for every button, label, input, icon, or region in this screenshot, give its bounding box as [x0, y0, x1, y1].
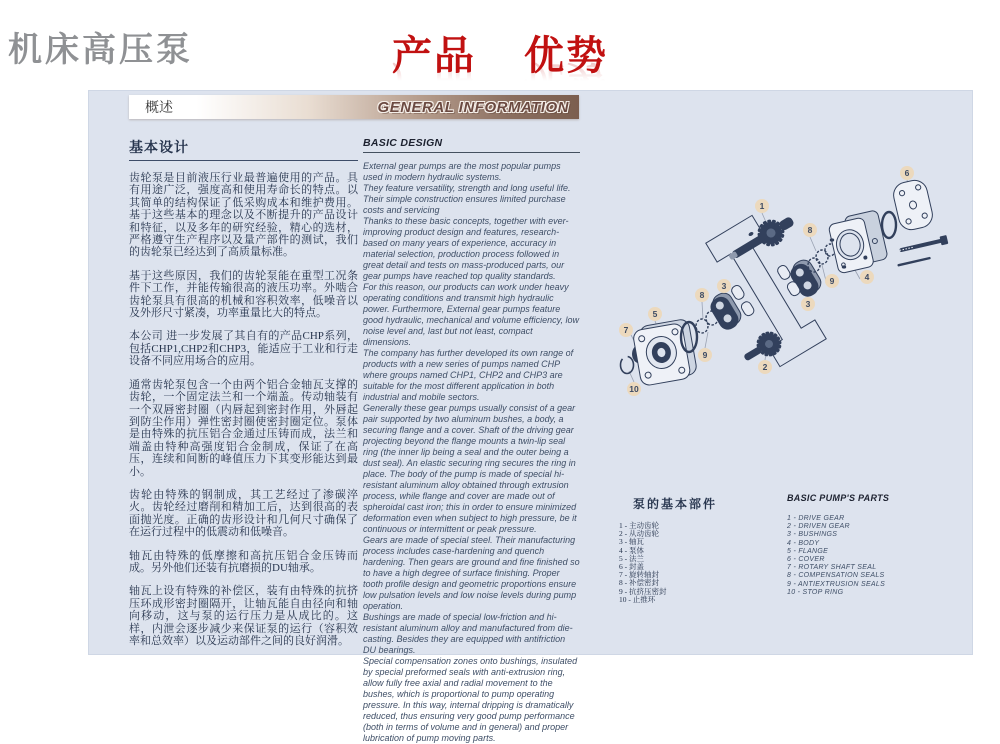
- paragraph-zh: 齿轮泵是目前液压行业最普遍使用的产品。具有用途广泛，强度高和使用寿命长的特点。以其简单的结构保证了低采购成本和维护费用。基于这些基本的理念以及不断提升的产品设计和特征，以及多年的研究经验，精心的选材，严格遵守生产程序以及量产部件的测试，我们的齿轮泵已经达到了高质量标准。: [129, 172, 358, 259]
- paragraph-zh: 本公司 进一步发展了其自有的产品CHP系列，包括CHP1,CHP2和CHP3，能适应于工业和行走设备不同应用场合的应用。: [129, 330, 358, 368]
- paragraph-en: Special compensation zones onto bushings, insulated by special preformed seals with anti-extrusion ring, allow fully free axial and radial movement to the bushes, which is proportional to pump operating pressure. In this way, internal dripping is dramatically reduced, thus ensuring very good pump performance (both in terms of volume and in general) and proper lubrication of pump moving parts.: [363, 656, 578, 743]
- parts-list-english-title: BASIC PUMP'S PARTS: [787, 493, 890, 503]
- exploded-view-drawing: [601, 141, 971, 431]
- parts-item: 1 - DRIVE GEAR: [787, 515, 845, 522]
- parts-list-chinese: [619, 495, 784, 604]
- callout-9: 9: [698, 348, 712, 362]
- page-title-chinese: 机床高压泵: [8, 31, 193, 69]
- catalog-page-card: [88, 90, 973, 743]
- paragraph-zh: 轴瓦上设有特殊的补偿区，装有由特殊的抗挤压环成形密封圈隔开，让轴瓦能自由径向和轴向移动，这与泵的运行压力是从成比的。这样，内泄会逐步减少来保证泵的运行（容积效率和总效率）以及运动部件之间的良好润滑。: [129, 585, 358, 647]
- part-stud: [897, 257, 931, 267]
- callout-8: 8: [695, 288, 709, 302]
- callout-10: 10: [627, 382, 641, 396]
- parts-item: 2 - 从动齿轮: [619, 529, 659, 539]
- parts-list-english: [787, 493, 962, 597]
- part-stop-ring: [621, 357, 634, 374]
- paragraph-zh: 齿轮由特殊的钢制成，其工艺经过了渗碳淬火。齿轮经过磨削和精加工后，达到很高的表面抛光度。正确的齿形设计和几何尺寸确保了在运行过程中的低震动和低噪音。: [129, 488, 358, 539]
- parts-item: 3 - BUSHINGS: [787, 531, 838, 539]
- chinese-text-column: [129, 137, 358, 658]
- parts-item: 10 - 止推环: [619, 594, 656, 604]
- parts-item: 1 - 主动齿轮: [619, 521, 659, 530]
- pump-exploded-diagram: [601, 141, 971, 431]
- paragraph-zh: 轴瓦由特殊的低摩擦和高抗压铝合金压铸而成。另外他们还装有抗磨损的DU轴承。: [129, 549, 358, 574]
- english-text-column: [363, 137, 580, 744]
- callout-4: 4: [860, 270, 874, 284]
- section-header-zh: 概述: [145, 101, 173, 116]
- paragraph-en: Generally these gear pumps usually consist of a gear pair supported by two aluminum bushes, a body, a securing flange and a cover. Shaft of the driving gear projecting beyond the flange mounts a twin-lip seal ring (the inner lip being a seal and the outer being a dust seal). An elastic securing ring secures the ring in place. The body of the pump is made of special hi-resistant aluminum alloy obtained through extrusion process, while flange and cover are made out of spheroidal cast iron; this in order to ensure minimized deformation even when subject to high pressure, be it continuous or intermittent or peak pressure.: [363, 403, 577, 534]
- paragraph-zh: 基于这些原因，我们的齿轮泵能在重型工况条件下工作，并能传输很高的液压功率。外啮合齿轮泵具有很高的机械和容积效率，低噪音以及外形尺寸紧凑，功率重量比大的特点。: [129, 269, 358, 320]
- parts-item: 4 - 泵体: [619, 545, 644, 555]
- paragraph-en: Bushings are made of special low-friction and hi-resistant aluminum alloy and manufactured from die-casting. Besides they are equipped with antifriction DU bearings.: [363, 612, 573, 655]
- callout-3b: 3: [801, 297, 815, 311]
- callout-5: 5: [648, 307, 662, 321]
- parts-item: 9 - ANTIEXTRUSION SEALS: [787, 580, 886, 588]
- paragraph-en: They feature versatility, strength and long useful life.: [363, 183, 571, 193]
- chinese-column-heading: 基本设计: [129, 137, 358, 161]
- paragraph-en: Thanks to these basic concepts, together with ever-improving product design and features, research-based on many years of experience, accuracy in material selection, production process followed in great detail and tests on mass-produced parts, our gear pumps have reached top quality standards.: [363, 216, 569, 281]
- english-column-heading: BASIC DESIGN: [363, 137, 580, 153]
- parts-item: 7 - ROTARY SHAFT SEAL: [787, 564, 877, 572]
- callout-6: 6: [900, 166, 914, 180]
- page-title-red: 产品 优势: [392, 33, 608, 78]
- paragraph-zh: 通常齿轮泵包含一个由两个铝合金轴瓦支撑的齿轮，一个固定法兰和一个端盖。传动轴装有一个双唇密封圈（内唇起到密封作用，外唇起到防尘作用）弹性密封圈使密封圈定位。泵体是由特殊的抗压铝合金通过压铸而成，法兰和端盖由特种高强度铝合金制成，保证了在高压，连续和间断的峰值压力下其变形能达到最小。: [129, 378, 358, 478]
- parts-item: 7 - 旋转轴封: [619, 570, 659, 580]
- parts-item: 6 - 封盖: [619, 562, 644, 572]
- callout-9b: 9: [825, 274, 839, 288]
- parts-item: 5 - FLANGE: [787, 547, 829, 555]
- callout-1: 1: [755, 199, 769, 213]
- part-o-ring: [882, 212, 896, 238]
- callout-7: 7: [619, 323, 633, 337]
- part-cover: [891, 178, 935, 232]
- callout-2: 2: [758, 360, 772, 374]
- parts-item: 8 - 补偿密封: [619, 578, 659, 588]
- parts-item: 4 - BODY: [787, 539, 820, 547]
- parts-item: 6 - COVER: [787, 556, 825, 564]
- parts-item: 3 - 轴瓦: [619, 537, 644, 547]
- parts-item: 10 - STOP RING: [787, 588, 844, 596]
- paragraph-en: The company has further developed its own range of products with a new series of pumps named CHP where groups named CHP1, CHP2 and CHP3 are suitable for the most different application in both industrial and mobile sectors.: [363, 348, 574, 402]
- parts-item: 2 - DRIVEN GEAR: [787, 523, 850, 531]
- parts-item: 8 - COMPENSATION SEALS: [787, 572, 885, 580]
- paragraph-en: For this reason, our products can work under heavy operating conditions and transmit high hydraulic power. Furthermore, External gear pumps feature good hydraulic, mechanical and volume efficiency, low noise level and, last but not least, compact dimensions.: [363, 282, 579, 347]
- parts-item: 9 - 抗挤压密封: [619, 586, 667, 596]
- section-header-en: GENERAL INFORMATION: [377, 98, 569, 116]
- paragraph-en: Their simple construction ensures limited purchase costs and servicing: [363, 194, 566, 215]
- callout-8b: 8: [803, 223, 817, 237]
- parts-list-chinese-title: 泵的基本部件: [633, 497, 718, 511]
- part-bolt: [899, 235, 949, 255]
- callout-3: 3: [717, 279, 731, 293]
- parts-item: 5 - 法兰: [619, 553, 644, 563]
- paragraph-en: Gears are made of special steel. Their manufacturing process includes case-hardening and quench hardening. Then gears are ground and fine finished so to have a high degree of surface finishing. Proper tooth profile design and geometric proportions ensure low pulsation levels and low noise levels during pump operation.: [363, 535, 580, 611]
- section-header-bar: [129, 95, 579, 119]
- part-body: [827, 210, 889, 274]
- paragraph-en: External gear pumps are the most popular pumps used in modern hydraulic systems.: [363, 161, 561, 182]
